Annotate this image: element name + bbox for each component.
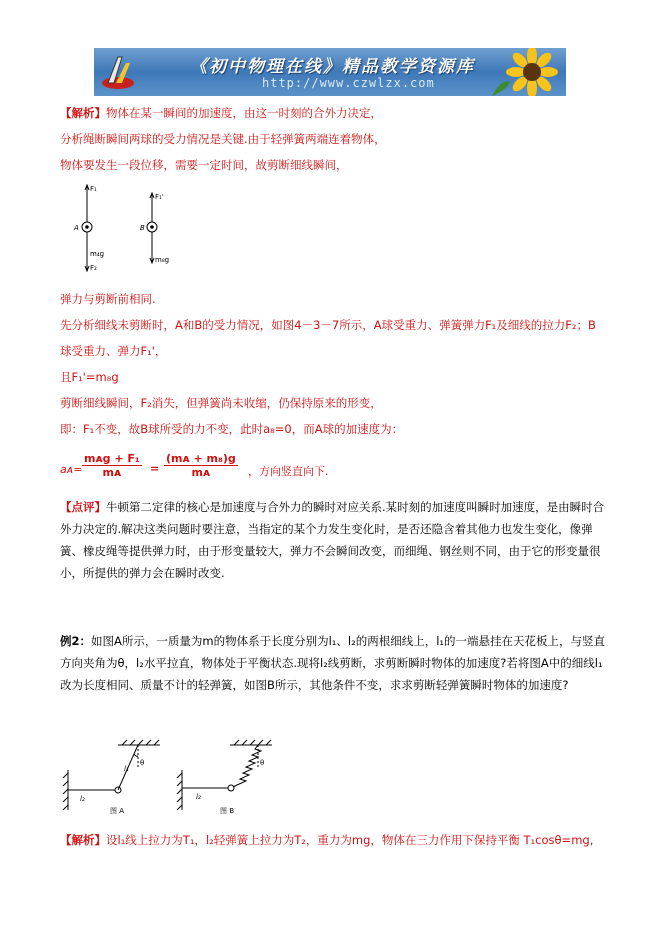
fig-b-l2-label: l₂ bbox=[196, 793, 201, 801]
comment-tag: 【点评】 bbox=[60, 500, 106, 514]
frac2-numerator: (mᴀ + m₈)g bbox=[166, 452, 236, 465]
analysis2-tag: 【解析】 bbox=[60, 833, 106, 847]
analysis1-tag: 【解析】 bbox=[60, 106, 106, 120]
a-top-force-label: F₁ bbox=[90, 185, 97, 193]
body-line5: 先分析细线未剪断时，A和B的受力情况，如图4－3－7所示，A球受重力、弹簧弹力F₁及细线的拉力F₂；B bbox=[60, 318, 596, 332]
analysis1-line1-text: 物体在某一瞬间的加速度，由这一时刻的合外力决定， bbox=[106, 106, 382, 120]
example2-paragraph bbox=[60, 630, 605, 696]
body-line6: 球受重力、弹力F₁'， bbox=[60, 344, 167, 358]
frac1-numerator: mᴀg + F₁ bbox=[84, 452, 140, 465]
formula-lhs: aᴀ= bbox=[60, 463, 83, 476]
fig-a-l1-label: l₁ bbox=[124, 765, 129, 773]
fig-a-angle-arc bbox=[134, 754, 138, 756]
figure1-force-diagram bbox=[60, 180, 200, 280]
logo-icon bbox=[100, 53, 136, 91]
formula-fraction1 bbox=[82, 452, 142, 479]
fig-a-l2-label: l₂ bbox=[80, 795, 85, 803]
example2-label: 例2： bbox=[60, 634, 92, 648]
fig-b-spring bbox=[233, 745, 261, 787]
frac1-denominator: mᴀ bbox=[102, 466, 122, 479]
fig-a-caption: 图 A bbox=[110, 807, 125, 815]
formula-fraction2 bbox=[164, 452, 238, 479]
analysis1-line2: 分析绳断瞬间两球的受力情况是关键.由于轻弹簧两端连着物体， bbox=[60, 132, 386, 146]
body-line4: 弹力与剪断前相同. bbox=[60, 292, 156, 306]
comment-text: 牛顿第二定律的核心是加速度与合外力的瞬时对应关系.某时刻的加速度叫瞬时加速度，是由瞬时合外力决定的.解决这类问题时要注意，当指定的某个力发生变化时，是否还隐含着其他力也发生变化，像弹簧、橡皮绳等提供弹力时，由于形变量较大，弹力不会瞬间改变，而细绳、钢丝则不同，由于它的形变量很小，所提供的弹力会在瞬时改变. bbox=[60, 500, 605, 580]
analysis1-line1 bbox=[60, 106, 382, 120]
formula-tail: ，方向竖直向下. bbox=[248, 465, 329, 478]
figure2-diagrams bbox=[60, 735, 290, 825]
fig-b-caption: 图 B bbox=[220, 807, 235, 815]
formula-equals: = bbox=[150, 462, 160, 475]
acceleration-formula bbox=[60, 450, 360, 486]
comment-paragraph bbox=[60, 496, 605, 584]
banner-title: 《初中物理在线》精品教学资源库 bbox=[190, 57, 475, 77]
body-line9: 即：F₁不变，故B球所受的力不变，此时a₈=0，而A球的加速度为： bbox=[60, 422, 404, 436]
analysis2-text: 设l₁线上拉力为T₁，l₂轻弹簧上拉力为T₂，重力为mg，物体在三力作用下保持平衡 T₁cosθ=mg, bbox=[106, 833, 594, 847]
fig-b-mass bbox=[228, 785, 234, 791]
fig-a-theta-label: θ bbox=[140, 759, 145, 767]
analysis1-line3: 物体要发生一段位移，需要一定时间，故剪断细线瞬间， bbox=[60, 158, 348, 172]
fig-b-theta-label: θ bbox=[260, 759, 265, 767]
header-banner bbox=[94, 48, 566, 96]
ball-b-label: B bbox=[140, 224, 145, 232]
body-line7: 且F₁'=m₈g bbox=[60, 370, 119, 384]
sunflower-icon bbox=[492, 48, 562, 96]
body-line8: 剪断细线瞬间，F₂消失，但弹簧尚未收缩，仍保持原来的形变， bbox=[60, 396, 382, 410]
a-bottom-force1-label: m₄g bbox=[90, 250, 105, 258]
ball-a-label: A bbox=[74, 224, 79, 232]
b-top-force-label: F₁' bbox=[155, 193, 164, 201]
example2-text: 如图A所示，一质量为m的物体系于长度分别为l₁、l₂的两根细线上，l₁的一端悬挂在天花板上，与竖直方向夹角为θ，l₂水平拉直，物体处于平衡状态.现将l₂线剪断，求剪断瞬时物体的加速度?若将图A中的细线l₁改为长度相同、质量不计的轻弹簧，如图B所示，其他条件不变，求求剪断轻弹簧瞬时物体的加速度? bbox=[60, 634, 605, 692]
a-bottom-force2-label: F₂ bbox=[90, 264, 97, 272]
b-bottom-force-label: m₈g bbox=[155, 256, 170, 264]
analysis2-line bbox=[60, 833, 593, 847]
banner-url: http://www.czwlzx.com bbox=[262, 76, 435, 90]
frac2-denominator: mᴀ bbox=[191, 466, 211, 479]
